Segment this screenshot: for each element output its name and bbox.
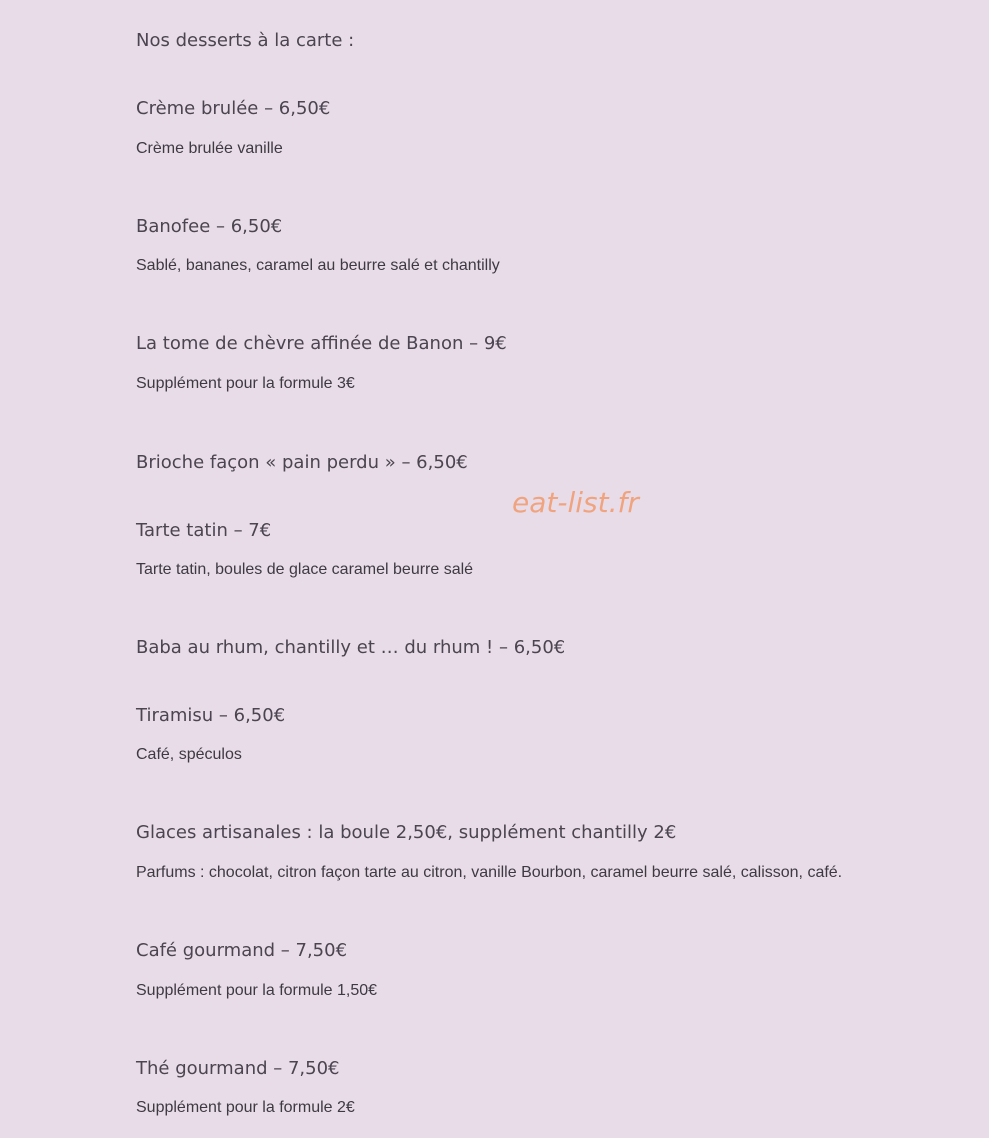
menu-item-description: Tarte tatin, boules de glace caramel beurre salé: [136, 561, 474, 578]
menu-item-title: Banofee – 6,50€: [136, 216, 283, 237]
menu-item-description: Parfums : chocolat, citron façon tarte au citron, vanille Bourbon, caramel beurre salé, calisson, café.: [136, 864, 843, 881]
menu-item-title: Crème brulée – 6,50€: [136, 98, 331, 119]
watermark: eat-list.fr: [512, 486, 639, 519]
menu-item-description: Supplément pour la formule 3€: [136, 375, 355, 392]
menu-intro: Nos desserts à la carte :: [136, 30, 355, 51]
menu-item-title: Thé gourmand – 7,50€: [136, 1058, 340, 1079]
menu-item-description: Sablé, bananes, caramel au beurre salé et chantilly: [136, 257, 500, 274]
menu-item-title: Tarte tatin – 7€: [136, 520, 272, 541]
menu-item-title: Brioche façon « pain perdu » – 6,50€: [136, 452, 468, 473]
menu-item-description: Crème brulée vanille: [136, 140, 283, 157]
menu-item-title: Tiramisu – 6,50€: [136, 705, 286, 726]
menu-item-title: La tome de chèvre affinée de Banon – 9€: [136, 333, 507, 354]
menu-item-description: Supplément pour la formule 1,50€: [136, 982, 378, 999]
menu-item-description: Café, spéculos: [136, 746, 242, 763]
menu-item-description: Supplément pour la formule 2€: [136, 1099, 355, 1116]
menu-item-title: Café gourmand – 7,50€: [136, 940, 348, 961]
menu-item-title: Baba au rhum, chantilly et … du rhum ! – 6,50€: [136, 637, 566, 658]
menu-item-title: Glaces artisanales : la boule 2,50€, supplément chantilly 2€: [136, 822, 677, 843]
